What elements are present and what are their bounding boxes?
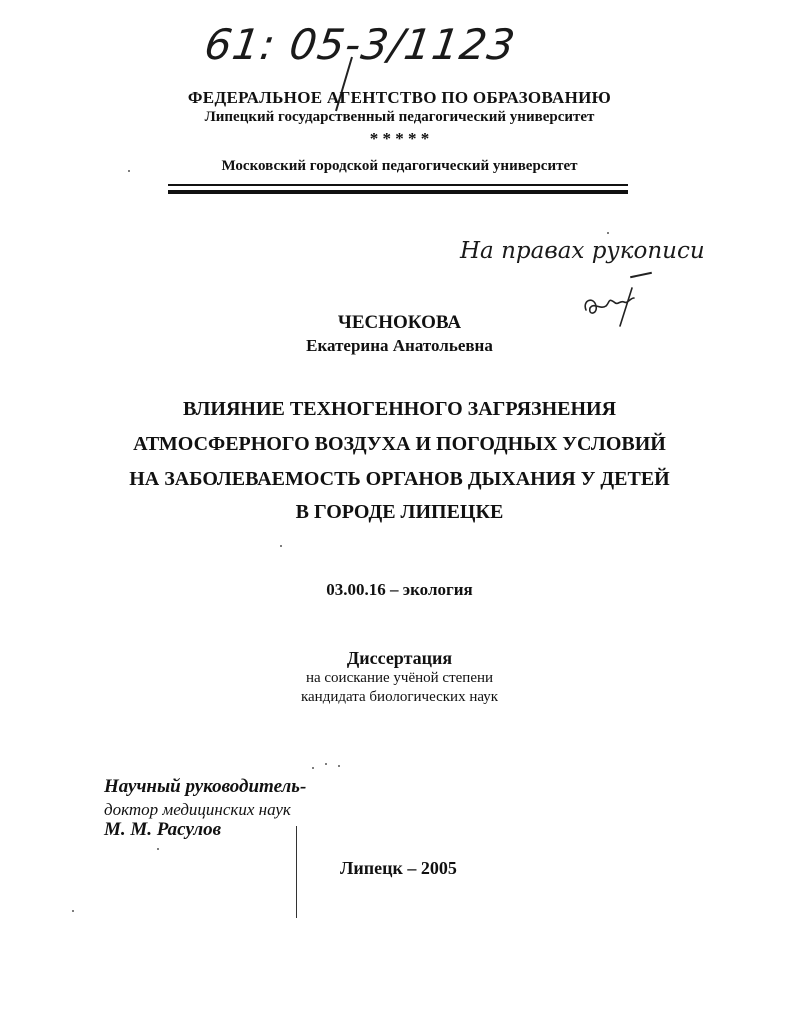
scan-speck — [72, 910, 74, 912]
scan-speck — [280, 545, 282, 547]
header-rule-thin — [168, 184, 628, 186]
archive-number: 61: 05-3/1123 — [201, 20, 519, 69]
thesis-title-line-3: НА ЗАБОЛЕВАЕМОСТЬ ОРГАНОВ ДЫХАНИЯ У ДЕТЕЙ — [129, 468, 670, 490]
place-year: Липецк – 2005 — [340, 858, 457, 878]
thesis-title-line-2: АТМОСФЕРНОГО ВОЗДУХА И ПОГОДНЫХ УСЛОВИЙ — [133, 433, 666, 455]
scan-speck — [128, 170, 130, 172]
manuscript-note: На правах рукописи — [460, 238, 705, 264]
author-surname: ЧЕСНОКОВА — [337, 312, 462, 333]
dissertation-heading: Диссертация — [346, 648, 453, 668]
supervisor-degree: доктор медицинских наук — [104, 800, 291, 819]
separator-stars: * * * * * — [369, 129, 430, 148]
thesis-title-line-1: ВЛИЯНИЕ ТЕХНОГЕННОГО ЗАГРЯЗНЕНИЯ — [182, 398, 617, 420]
scan-speck — [325, 763, 327, 765]
thesis-title-line-4: В ГОРОДЕ ЛИПЕЦКЕ — [295, 501, 504, 523]
scan-speck — [312, 767, 314, 769]
specialty-code: 03.00.16 – экология — [326, 580, 473, 599]
university-lipetsk: Липецкий государственный педагогический университет — [204, 109, 595, 125]
supervisor-name: М. М. Расулов — [104, 819, 222, 840]
author-name: Екатерина Анатольевна — [306, 336, 493, 355]
scan-speck — [338, 765, 340, 767]
vertical-scan-line — [296, 826, 297, 918]
agency-name: ФЕДЕРАЛЬНОЕ АГЕНТСТВО ПО ОБРАЗОВАНИЮ — [187, 88, 612, 107]
degree-line-1: на соискание учёной степени — [305, 670, 494, 686]
university-moscow: Московский городской педагогический университет — [221, 158, 578, 174]
header-rule-thick — [168, 190, 628, 194]
supervisor-label: Научный руководитель- — [104, 776, 307, 797]
manuscript-dash — [630, 272, 652, 279]
scan-speck — [157, 848, 159, 850]
scan-speck — [607, 232, 609, 234]
degree-line-2: кандидата биологических наук — [300, 689, 499, 705]
